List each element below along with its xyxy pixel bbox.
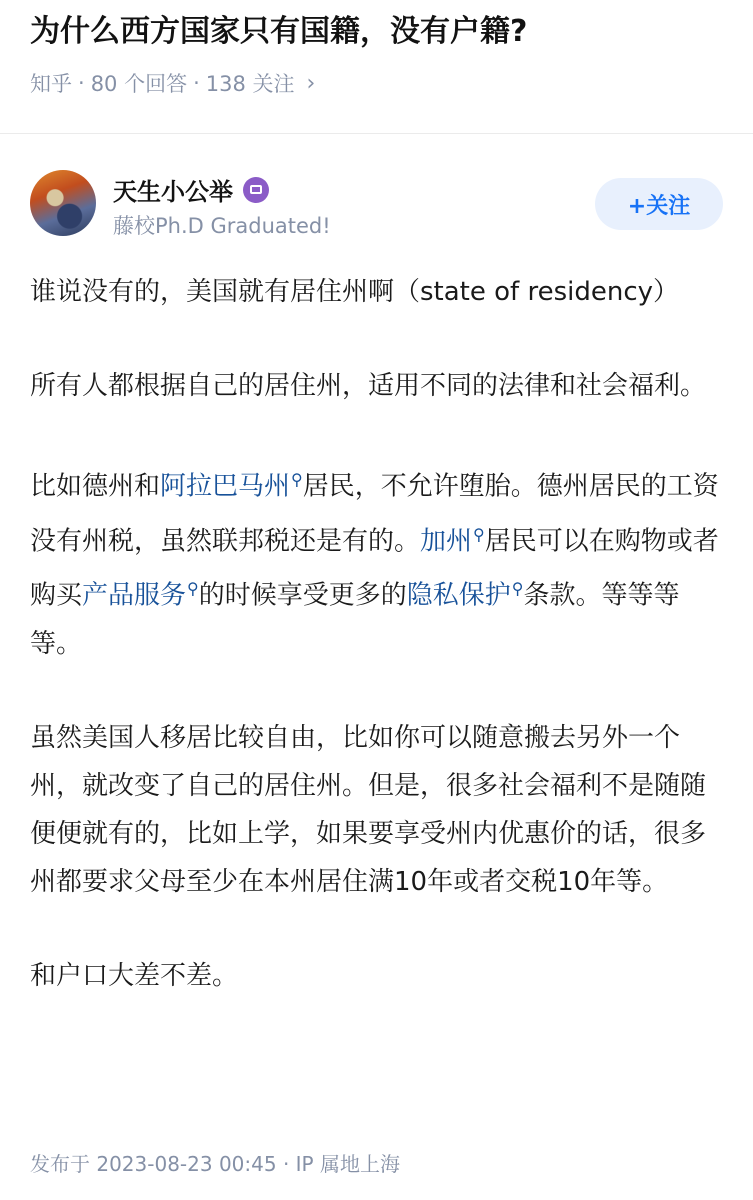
badge-icon xyxy=(243,177,269,203)
answer-content xyxy=(30,268,725,1046)
paragraph-text: 居民，不允许堕胎。德州居民的工资没有州税，虽然联邦税还是有的。 xyxy=(30,471,719,557)
search-icon[interactable]: ⚲ xyxy=(187,579,199,599)
paragraph-text: 的时候享受更多的 xyxy=(198,580,407,611)
answer-paragraph xyxy=(30,456,725,668)
separator-dot: · xyxy=(78,71,85,95)
paragraph-text: 比如德州和 xyxy=(30,471,161,502)
search-icon[interactable]: ⚲ xyxy=(511,579,524,599)
publish-info: 发布于 2023-08-23 00:45 · IP 属地上海 xyxy=(30,1152,400,1176)
search-icon[interactable]: ⚲ xyxy=(473,524,485,544)
author-name-row[interactable] xyxy=(113,172,269,207)
avatar[interactable] xyxy=(30,170,96,236)
follow-button[interactable]: +关注 xyxy=(595,178,723,230)
search-link-alabama[interactable]: 阿拉巴马州 xyxy=(160,471,291,502)
search-link-privacy[interactable]: 隐私保护 xyxy=(406,580,511,611)
author-bar xyxy=(30,170,723,242)
answer-paragraph: 谁说没有的，美国就有居住州啊（state of residency） xyxy=(30,277,679,307)
paragraph-text: 居民可以在购物或者购买 xyxy=(30,526,719,611)
author-bio: 藤校Ph.D Graduated! xyxy=(113,214,331,238)
search-link-california[interactable]: 加州 xyxy=(420,526,473,557)
search-link-product-service[interactable]: 产品服务 xyxy=(82,580,187,611)
author-name[interactable]: 天生小公举 xyxy=(113,178,233,206)
question-meta[interactable] xyxy=(30,68,315,98)
follower-count: 138 关注 xyxy=(205,72,295,96)
chevron-right-icon[interactable]: › xyxy=(306,70,316,96)
separator-dot: · xyxy=(193,71,200,95)
divider xyxy=(0,133,753,134)
answer-paragraph: 虽然美国人移居比较自由，比如你可以随意搬去另外一个州，就改变了自己的居住州。但是，很多社会福利不是随随便便就有的，比如上学，如果要享受州内优惠价的话，很多州都要求父母至少在本州居住满10年或者交税10年等。 xyxy=(30,722,707,897)
answer-paragraph: 和户口大差不差。 xyxy=(30,960,239,991)
question-title[interactable]: 为什么西方国家只有国籍，没有户籍? xyxy=(30,14,528,49)
answer-paragraph: 所有人都根据自己的居住州，适用不同的法律和社会福利。 xyxy=(30,371,707,401)
source-label: 知乎 xyxy=(30,72,72,96)
answer-count: 80 个回答 xyxy=(90,72,188,96)
paragraph-text: 条款。等等等等。 xyxy=(30,580,680,659)
search-icon[interactable]: ⚲ xyxy=(291,470,303,489)
